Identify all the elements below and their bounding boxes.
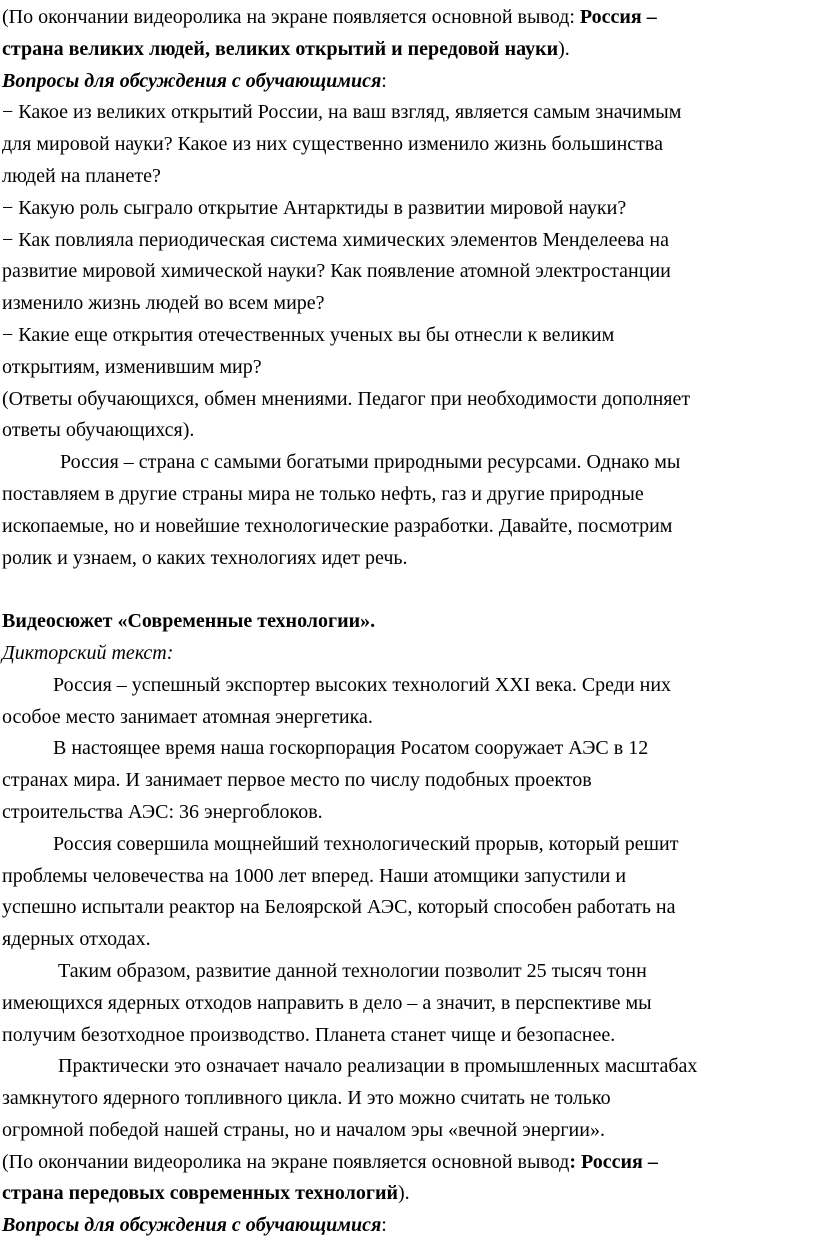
question-line: людей на планете? [2, 164, 161, 187]
conclusion-line-1 [2, 1147, 808, 1179]
conclusion-line-1 [2, 2, 808, 34]
paragraph-line: ролик и узнаем, о каких технологиях идет речь. [2, 546, 408, 569]
question-line: − Какие еще открытия отечественных ученых вы бы отнесли к великим [2, 323, 615, 346]
paragraph-line: Практически это означает начало реализации в промышленных масштабах [58, 1055, 698, 1078]
paragraph-line: ископаемые, но и новейшие технологические разработки. Давайте, посмотрим [2, 514, 673, 537]
questions-heading [2, 1210, 808, 1242]
question-line: развитие мировой химической науки? Как появление атомной электростанции [2, 260, 671, 283]
paragraph-line: получим безотходное производство. Планета станет чище и безопаснее. [2, 1023, 616, 1046]
paragraph-line: Таким образом, развитие данной технологии позволит 25 тысяч тонн [58, 959, 647, 982]
questions-heading-text: Вопросы для обсуждения с обучающимися [2, 1214, 382, 1237]
question-line: открытиям, изменившим мир? [2, 355, 262, 378]
conclusion-line-2 [2, 1178, 808, 1210]
questions-heading [2, 66, 808, 98]
paragraph-line: успешно испытали реактор на Белоярской АЭС, который способен работать на [2, 896, 676, 919]
video-subtitle: Дикторский текст: [2, 641, 174, 664]
paragraph-line: имеющихся ядерных отходов направить в дело – а значит, в перспективе мы [2, 991, 652, 1014]
paragraph-line: ядерных отходах. [2, 928, 151, 951]
questions-heading-text: Вопросы для обсуждения с обучающимися [2, 69, 382, 92]
question-line: − Как повлияла периодическая система химических элементов Менделеева на [2, 228, 669, 251]
paragraph-line: особое место занимает атомная энергетика. [2, 705, 373, 728]
paragraph-line: Россия – страна с самыми богатыми природными ресурсами. Однако мы [60, 451, 681, 474]
question-line: ответы обучающихся). [2, 419, 195, 442]
conclusion-close: ). [398, 1182, 410, 1205]
conclusion-close: ). [558, 37, 570, 60]
paragraph-line: Россия – успешный экспортер высоких технологий XXI века. Среди них [53, 673, 672, 696]
question-line: для мировой науки? Какое из них существенно изменило жизнь большинства [2, 133, 663, 156]
questions-heading-colon: : [381, 1214, 387, 1237]
conclusion-text: (По окончании видеоролика на экране появляется основной вывод [2, 1150, 570, 1173]
blank-line [2, 574, 808, 606]
paragraph-line: замкнутого ядерного топливного цикла. И это можно считать не только [2, 1087, 611, 1110]
conclusion-bold-text: : Россия – [569, 1150, 658, 1173]
question-line: изменило жизнь людей во всем мире? [2, 292, 325, 315]
question-line: − Какое из великих открытий России, на ваш взгляд, является самым значимым [2, 101, 682, 124]
paragraph-line: огромной победой нашей страны, но и началом эры «вечной энергии». [2, 1118, 605, 1141]
question-line: − Какую роль сыграло открытие Антарктиды в развитии мировой науки? [2, 196, 627, 219]
conclusion-bold-text: страна великих людей, великих открытий и передовой науки [2, 37, 559, 60]
video-title: Видеосюжет «Современные технологии». [2, 610, 376, 633]
conclusion-line-2 [2, 34, 808, 66]
paragraph-line: В настоящее время наша госкорпорация Росатом сооружает АЭС в 12 [53, 737, 649, 760]
questions-heading-colon: : [381, 69, 387, 92]
question-line: (Ответы обучающихся, обмен мнениями. Педагог при необходимости дополняет [2, 387, 691, 410]
conclusion-text: (По окончании видеоролика на экране появляется основной вывод: [2, 6, 580, 28]
paragraph-line: поставляем в другие страны мира не только нефть, газ и другие природные [2, 482, 644, 505]
paragraph-line: проблемы человечества на 1000 лет вперед. Наши атомщики запустили и [2, 864, 627, 887]
conclusion-bold-text: Россия – [579, 6, 657, 28]
paragraph-line: строительства АЭС: 36 энергоблоков. [2, 800, 323, 823]
paragraph-line: Россия совершила мощнейший технологический прорыв, который решит [53, 832, 679, 855]
paragraph-line: странах мира. И занимает первое место по числу подобных проектов [2, 769, 592, 792]
conclusion-bold-text: страна передовых современных технологий [2, 1182, 399, 1205]
